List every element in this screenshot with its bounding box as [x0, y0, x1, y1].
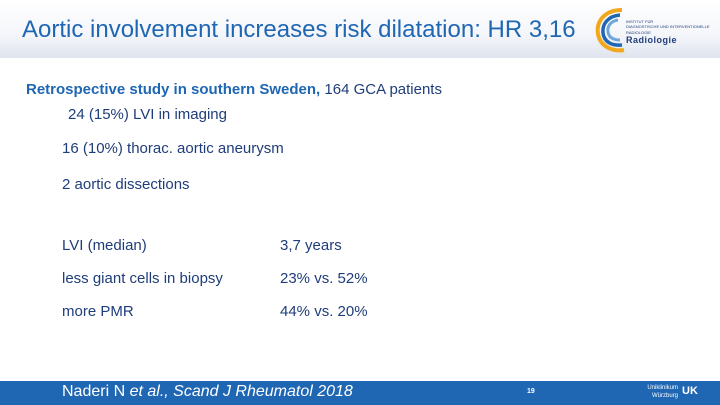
row-label: LVI (median)	[62, 237, 147, 254]
intro-rest: 164 GCA patients	[320, 81, 442, 98]
citation	[62, 383, 353, 401]
logo-line-4: Radiologie	[626, 35, 678, 45]
thoracic-aneurysm-line: 16 (10%) thorac. aortic aneurysm	[62, 140, 284, 157]
uk-logo-icon: UK	[682, 385, 698, 397]
citation-author: Naderi N	[62, 383, 130, 400]
logo-line-3: RADIOLOGIE	[626, 30, 651, 35]
row-label: more PMR	[62, 303, 134, 320]
slide-title: Aortic involvement increases risk dilatation: HR 3,16	[22, 16, 576, 43]
logo-line-1: INSTITUT FÜR	[626, 19, 654, 24]
row-value: 3,7 years	[280, 237, 342, 254]
row-label: less giant cells in biopsy	[62, 270, 223, 287]
uk-line-1: Uniklinikum	[647, 385, 678, 391]
row-value: 44% vs. 20%	[280, 303, 368, 320]
citation-source: et al., Scand J Rheumatol 2018	[129, 383, 353, 400]
intro-line	[26, 81, 442, 98]
dissections-line: 2 aortic dissections	[62, 176, 190, 193]
page-number: 19	[527, 388, 535, 395]
row-value: 23% vs. 52%	[280, 270, 368, 287]
logo-line-2: DIAGNOSTISCHE UND INTERVENTIONELLE	[626, 24, 710, 29]
lvi-line: 24 (15%) LVI in imaging	[68, 106, 227, 123]
uniklinikum-label	[640, 384, 678, 400]
uk-line-2: Würzburg	[651, 393, 678, 399]
intro-bold: Retrospective study in southern Sweden,	[26, 81, 321, 98]
slide-footer	[0, 381, 720, 405]
